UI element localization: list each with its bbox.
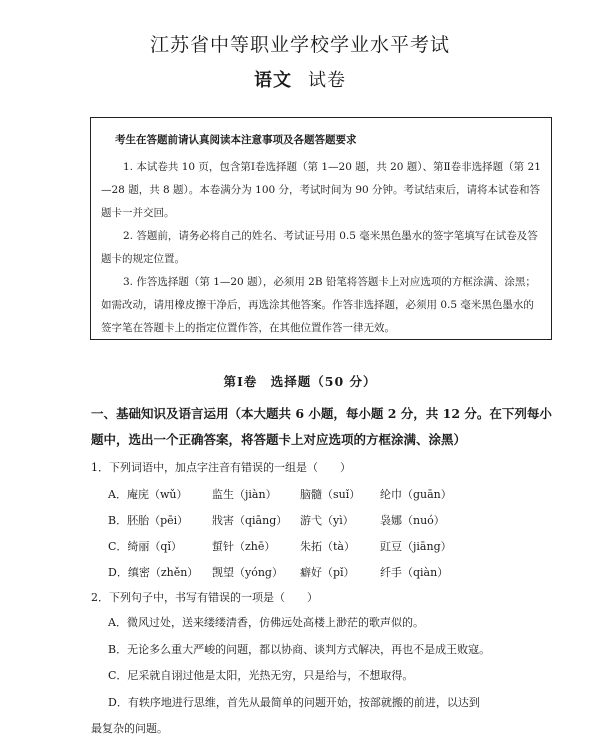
question-1-stem: 1．下列词语中，加点字注音有错误的一组是（ ）: [91, 461, 351, 474]
question-2-option-d-continuation: 最复杂的问题。: [91, 722, 168, 735]
part-title: 第Ⅰ卷 选择题（50 分）: [223, 374, 377, 389]
notice-heading: 考生在答题前请认真阅读本注意事项及各题答题要求: [115, 134, 357, 146]
paper-label: 试卷: [308, 70, 346, 91]
question-2-stem: 2．下列句子中，书写有错误的一项是（ ）: [91, 591, 318, 604]
option-word: 游弋（yì）: [300, 514, 354, 527]
option-word: 纤手（qiàn）: [380, 566, 449, 579]
notice-box: [90, 117, 552, 340]
section-instructions: 一、基础知识及语言运用（本大题共 6 小题，每小题 2 分，共 12 分。在下列每小题中，选出一个正确答案，将答题卡上对应选项的方框涂满、涂黑）: [91, 406, 552, 447]
option-word: 监生（jiàn）: [212, 488, 277, 501]
option-word: 纶巾（guān）: [380, 488, 452, 501]
subject-label: 语文: [254, 70, 292, 91]
option-word: 朱拓（tà）: [300, 540, 355, 553]
option-word: 觊望（yóng）: [212, 566, 283, 579]
option-word: 袅娜（nuó）: [380, 514, 445, 527]
option-word: 癖好（pǐ）: [300, 566, 355, 579]
option-word: D．缜密（zhěn）: [108, 566, 199, 579]
question-2-option-b: B．无论多么重大严峻的问题，都以协商、谈判方式解决，再也不是成王败寇。: [108, 643, 491, 656]
notice-item: 2. 答题前，请务必将自己的姓名、考试证号用 0.5 毫米黑色墨水的签字笔填写在试卷及答题卡的规定位置。: [101, 230, 538, 265]
option-word: 戕害（qiāng）: [212, 514, 288, 527]
option-word: 豇豆（jiāng）: [380, 540, 452, 553]
question-2-option-a: A．微风过处，送来缕缕清香，仿佛远处高楼上渺茫的歌声似的。: [108, 616, 424, 629]
option-word: 蜇针（zhē）: [212, 540, 276, 553]
option-word: B．胚胎（pēi）: [108, 514, 189, 527]
option-word: 脑髓（suǐ）: [300, 488, 361, 501]
option-word: C．绮丽（qǐ）: [108, 540, 182, 553]
question-2-option-d: D．有轶序地进行思维，首先从最简单的问题开始，按部就搬的前进，以达到: [108, 696, 480, 709]
option-word: A．庵庑（wǔ）: [108, 488, 188, 501]
notice-item: 3. 作答选择题（第 1—20 题），必须用 2B 铅笔将答题卡上对应选项的方框涂满、涂黑；如需改动，请用橡皮擦干净后，再选涂其他答案。作答非选择题，必须用 0.5 毫米黑色墨水的签字笔在答题卡上的指定位置作答，在其他位置作答一律无效。: [101, 276, 536, 334]
notice-item: 1. 本试卷共 10 页，包含第Ⅰ卷选择题（第 1—20 题，共 20 题）、第Ⅱ卷非选择题（第 21—28 题，共 8 题）。本卷满分为 100 分，考试时间为 90 分钟。考试结束后，请将本试卷和答题卡一并交回。: [101, 161, 541, 219]
exam-title: 江苏省中等职业学校学业水平考试: [149, 34, 450, 56]
question-2-option-c: C．尼采就自诩过他是太阳，光热无穷，只是给与，不想取得。: [108, 669, 414, 682]
exam-subtitle: [0, 66, 600, 92]
